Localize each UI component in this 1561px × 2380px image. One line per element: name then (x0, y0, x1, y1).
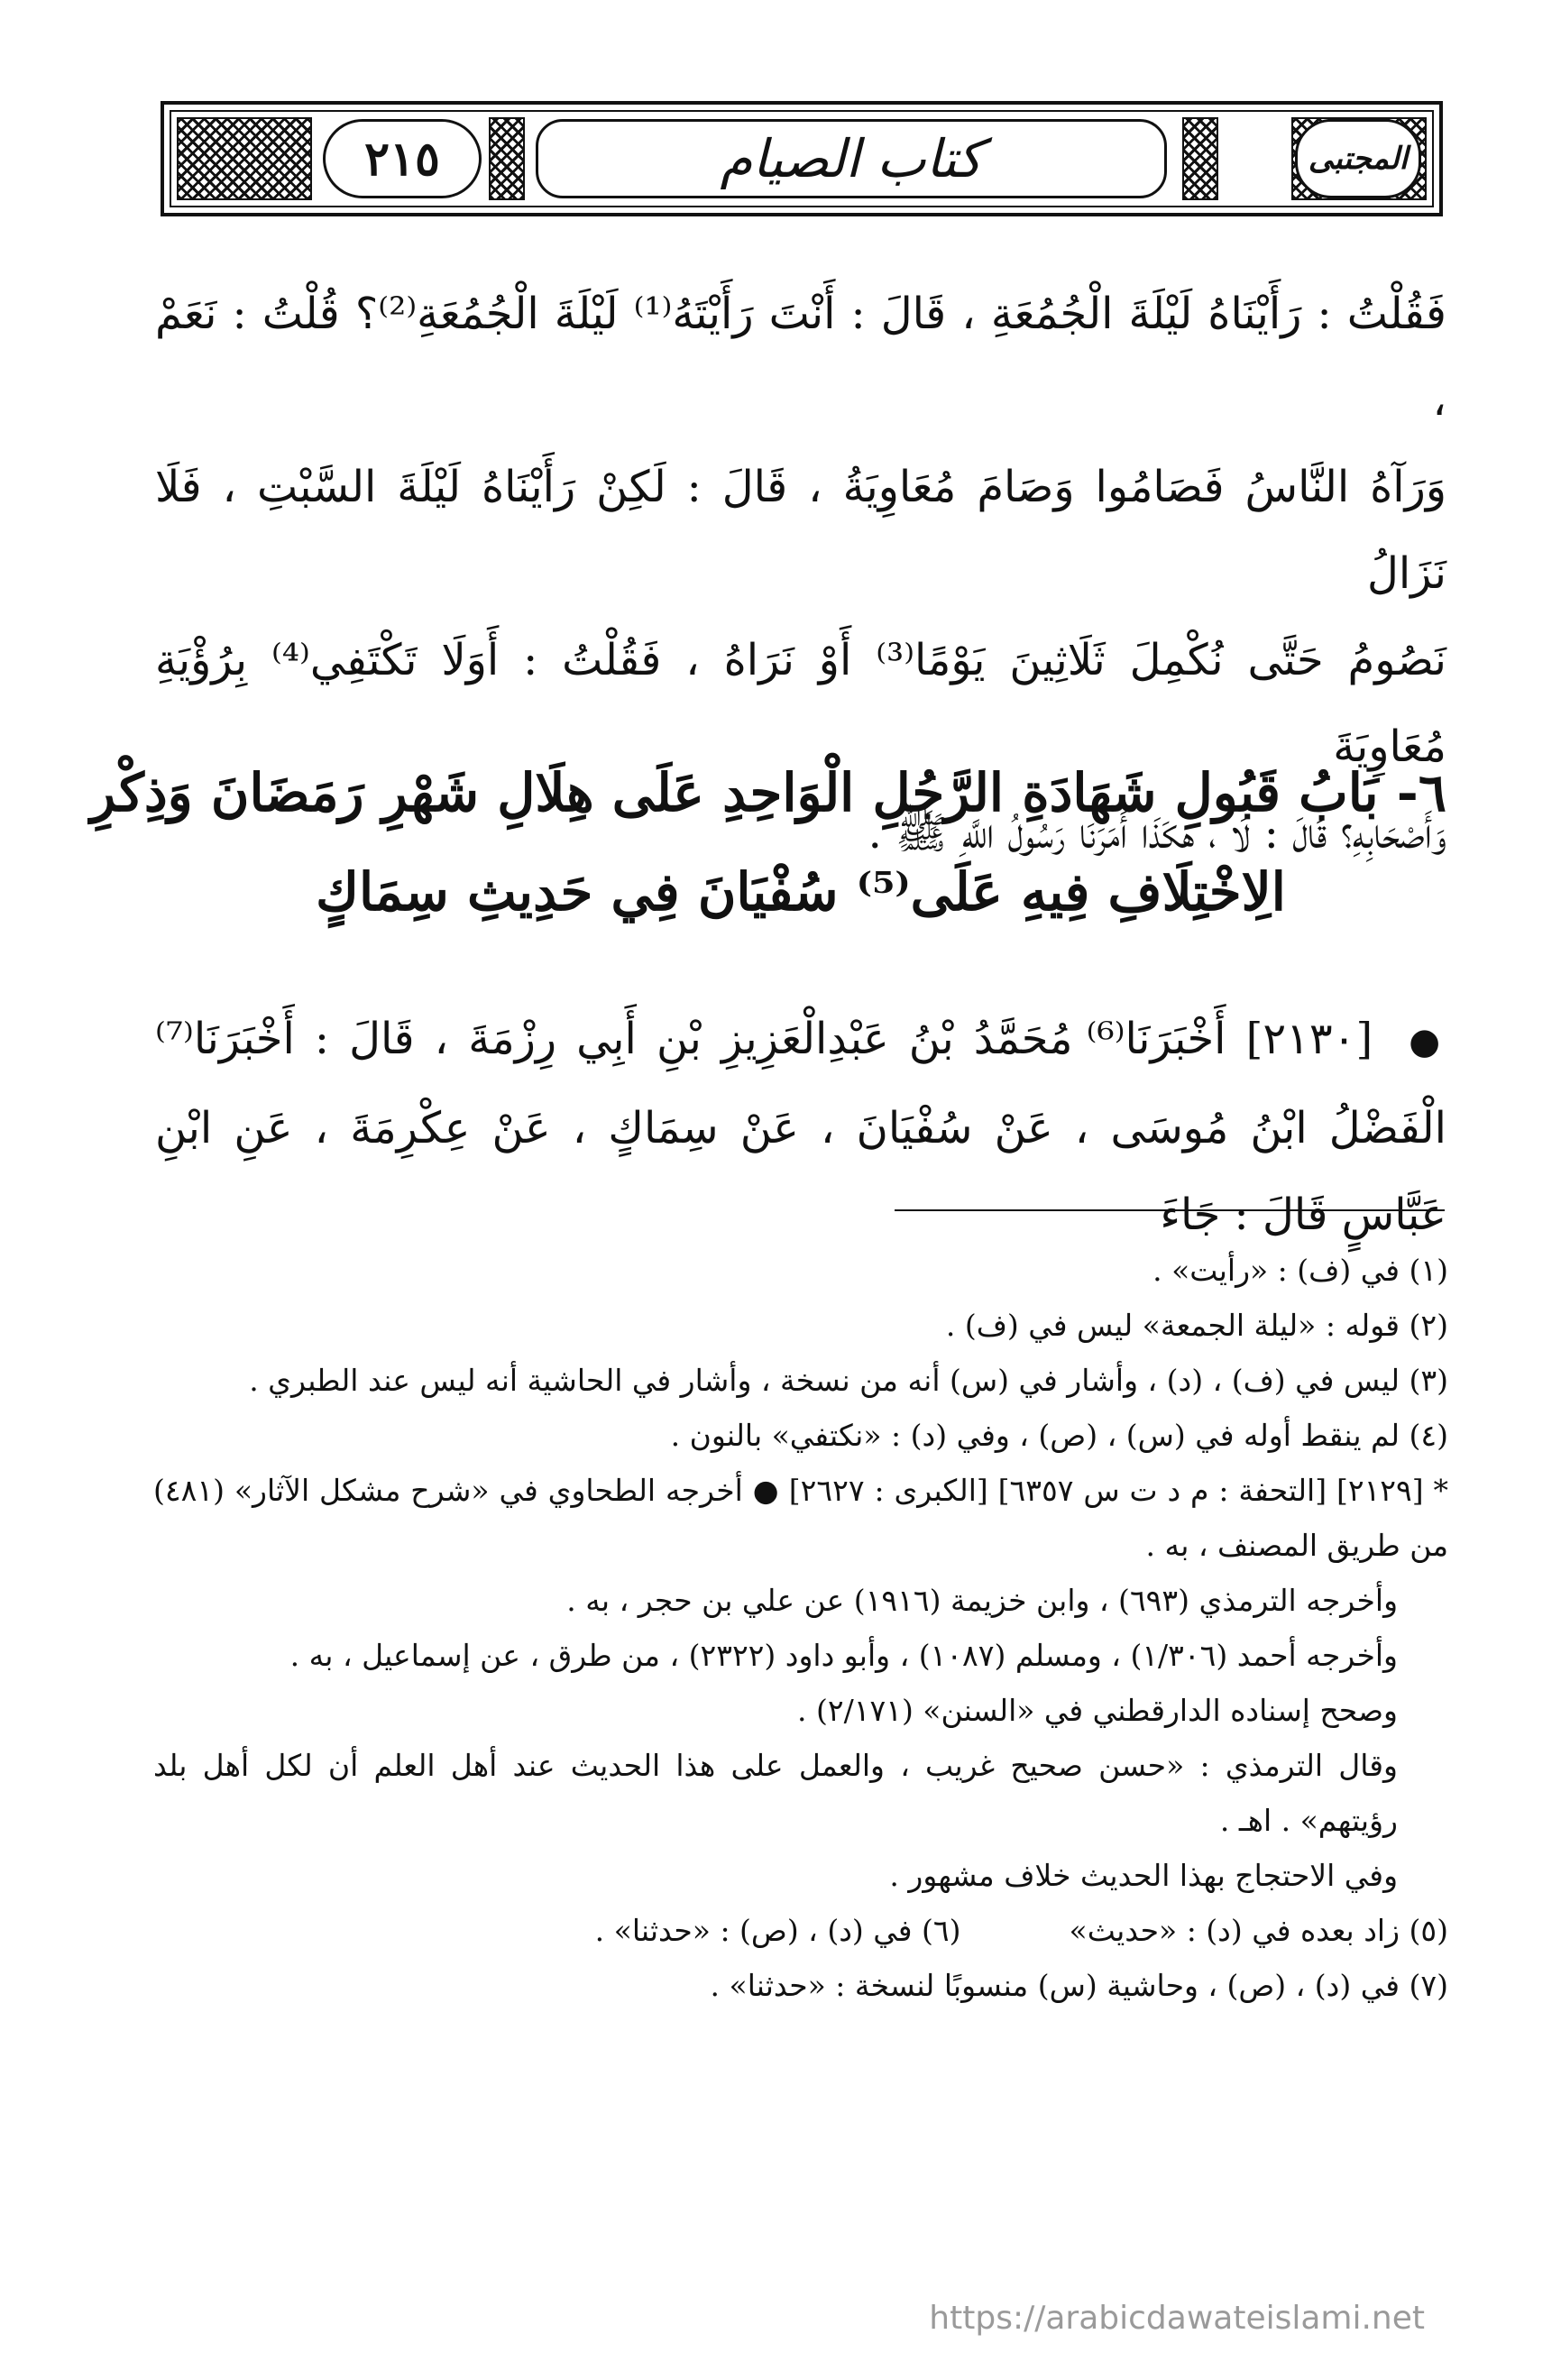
page-number-cartouche (323, 119, 482, 198)
page-number: ٢١٥ (364, 131, 440, 187)
footnote: (٧) في (د) ، (ص) ، وحاشية (س) منسوبًا لنسخة : «حدثنا» . (710, 1968, 1448, 2003)
hadith-number: [٢١٣٠] (1245, 1014, 1373, 1064)
page-header (161, 101, 1443, 216)
takhrij-note: وفي الاحتجاج بهذا الحديث خلاف مشهور . (889, 1858, 1398, 1893)
hadith-text: أَخْبَرَنَا⁽⁶⁾ مُحَمَّدُ بْنُ عَبْدِالْعَزِيزِ بْنِ أَبِي رِزْمَةَ ، قَالَ : أَخْبَرَنَا⁽⁷⁾ الْفَضْلُ ابْنُ مُوسَى ، عَنْ سُفْيَانَ ، عَنْ سِمَاكٍ ، عَنْ عِكْرِمَةَ ، عَنِ ابْنِ عَبَّاسٍ قَالَ : جَاءَ (155, 1014, 1446, 1240)
footnote-pair (153, 1903, 1448, 1958)
book-title: كتاب الصيام (720, 128, 983, 189)
footnote: (٥) زاد بعده في (د) : «حديث» (1069, 1913, 1448, 1948)
main-text-line: نَصُومُ حَتَّى نُكْمِلَ ثَلَاثِينَ يَوْمًا⁽³⁾ أَوْ نَرَاهُ ، فَقُلْتُ : أَوَلَا تَكْتَفِي⁽⁴⁾ بِرُؤْيَةِ مُعَاوِيَةَ (155, 635, 1447, 772)
footnotes (153, 1243, 1448, 2013)
ornament-mid-left (489, 117, 525, 200)
takhrij-note: وقال الترمذي : «حسن صحيح غريب ، والعمل على هذا الحديث عند أهل العلم أن لكل أهل بلد رؤيتهم» . اهـ . (153, 1748, 1398, 1838)
brand-logo: المجتبى (1308, 141, 1409, 177)
footnote-separator (895, 1209, 1445, 1211)
takhrij-note: * [٢١٢٩] [التحفة : م د ت س ٦٣٥٧] [الكبرى : ٢٦٢٧] ● أخرجه الطحاوي في «شرح مشكل الآثار» (٤٨١) من طريق المصنف ، به . (153, 1473, 1449, 1563)
main-text-line: وَأَصْحَابِهِ؟ قَالَ : لَا ، هَكَذَا أَمَرَنَا رَسُولُ اللَّهِ ﷺ . (868, 808, 1446, 859)
hadith-block (155, 996, 1446, 1258)
main-text-line: وَرَآهُ النَّاسُ فَصَامُوا وَصَامَ مُعَاوِيَةُ ، قَالَ : لَكِنْ رَأَيْنَاهُ لَيْلَةَ السَّبْتِ ، فَلَا نَزَالُ (155, 462, 1446, 599)
ornament-left (177, 117, 312, 200)
book-title-cartouche (536, 119, 1167, 198)
footnote: (١) في (ف) : «رأيت» . (1152, 1253, 1448, 1288)
chapter-heading-line: ٦- بَابُ قَبُولِ شَهَادَةِ الرَّجُلِ الْوَاحِدِ عَلَى هِلَالِ شَهْرِ رَمَضَانَ وَذِكْرِ (90, 762, 1446, 823)
chapter-heading (90, 743, 1446, 942)
chapter-heading-line: الِاخْتِلَافِ فِيهِ عَلَى⁽⁵⁾ سُفْيَانَ فِي حَدِيثِ سِمَاكٍ (316, 861, 1286, 923)
main-text-line: فَقُلْتُ : رَأَيْنَاهُ لَيْلَةَ الْجُمُعَةِ ، قَالَ : أَنْتَ رَأَيْتَهُ⁽¹⁾ لَيْلَةَ الْجُمُعَةِ⁽²⁾؟ قُلْتُ : نَعَمْ ، (155, 289, 1446, 426)
watermark-url: https://arabicdawateislami.net (929, 2300, 1425, 2337)
footnote: (٢) قوله : «ليلة الجمعة» ليس في (ف) . (945, 1308, 1448, 1343)
takhrij-note: وأخرجه أحمد (١/٣٠٦) ، ومسلم (١٠٨٧) ، وأبو داود (٢٣٢٢) ، من طرق ، عن إسماعيل ، به . (289, 1638, 1398, 1673)
hadith-bullet: ● (1409, 1021, 1446, 1062)
takhrij-note: وأخرجه الترمذي (٦٩٣) ، وابن خزيمة (١٩١٦) عن علي بن حجر ، به . (566, 1583, 1398, 1618)
footnote: (٣) ليس في (ف) ، (د) ، وأشار في (س) أنه من نسخة ، وأشار في الحاشية أنه ليس عند الطبري . (249, 1363, 1448, 1398)
brand-cartouche (1295, 119, 1421, 198)
footnote: (٦) في (د) ، (ص) : «حدثنا» . (594, 1913, 961, 1948)
footnote: (٤) لم ينقط أوله في (س) ، (ص) ، وفي (د) : «نكتفي» بالنون . (670, 1418, 1448, 1453)
takhrij-note: وصحح إسناده الدارقطني في «السنن» (٢/١٧١) . (797, 1693, 1398, 1728)
ornament-mid-right (1182, 117, 1218, 200)
